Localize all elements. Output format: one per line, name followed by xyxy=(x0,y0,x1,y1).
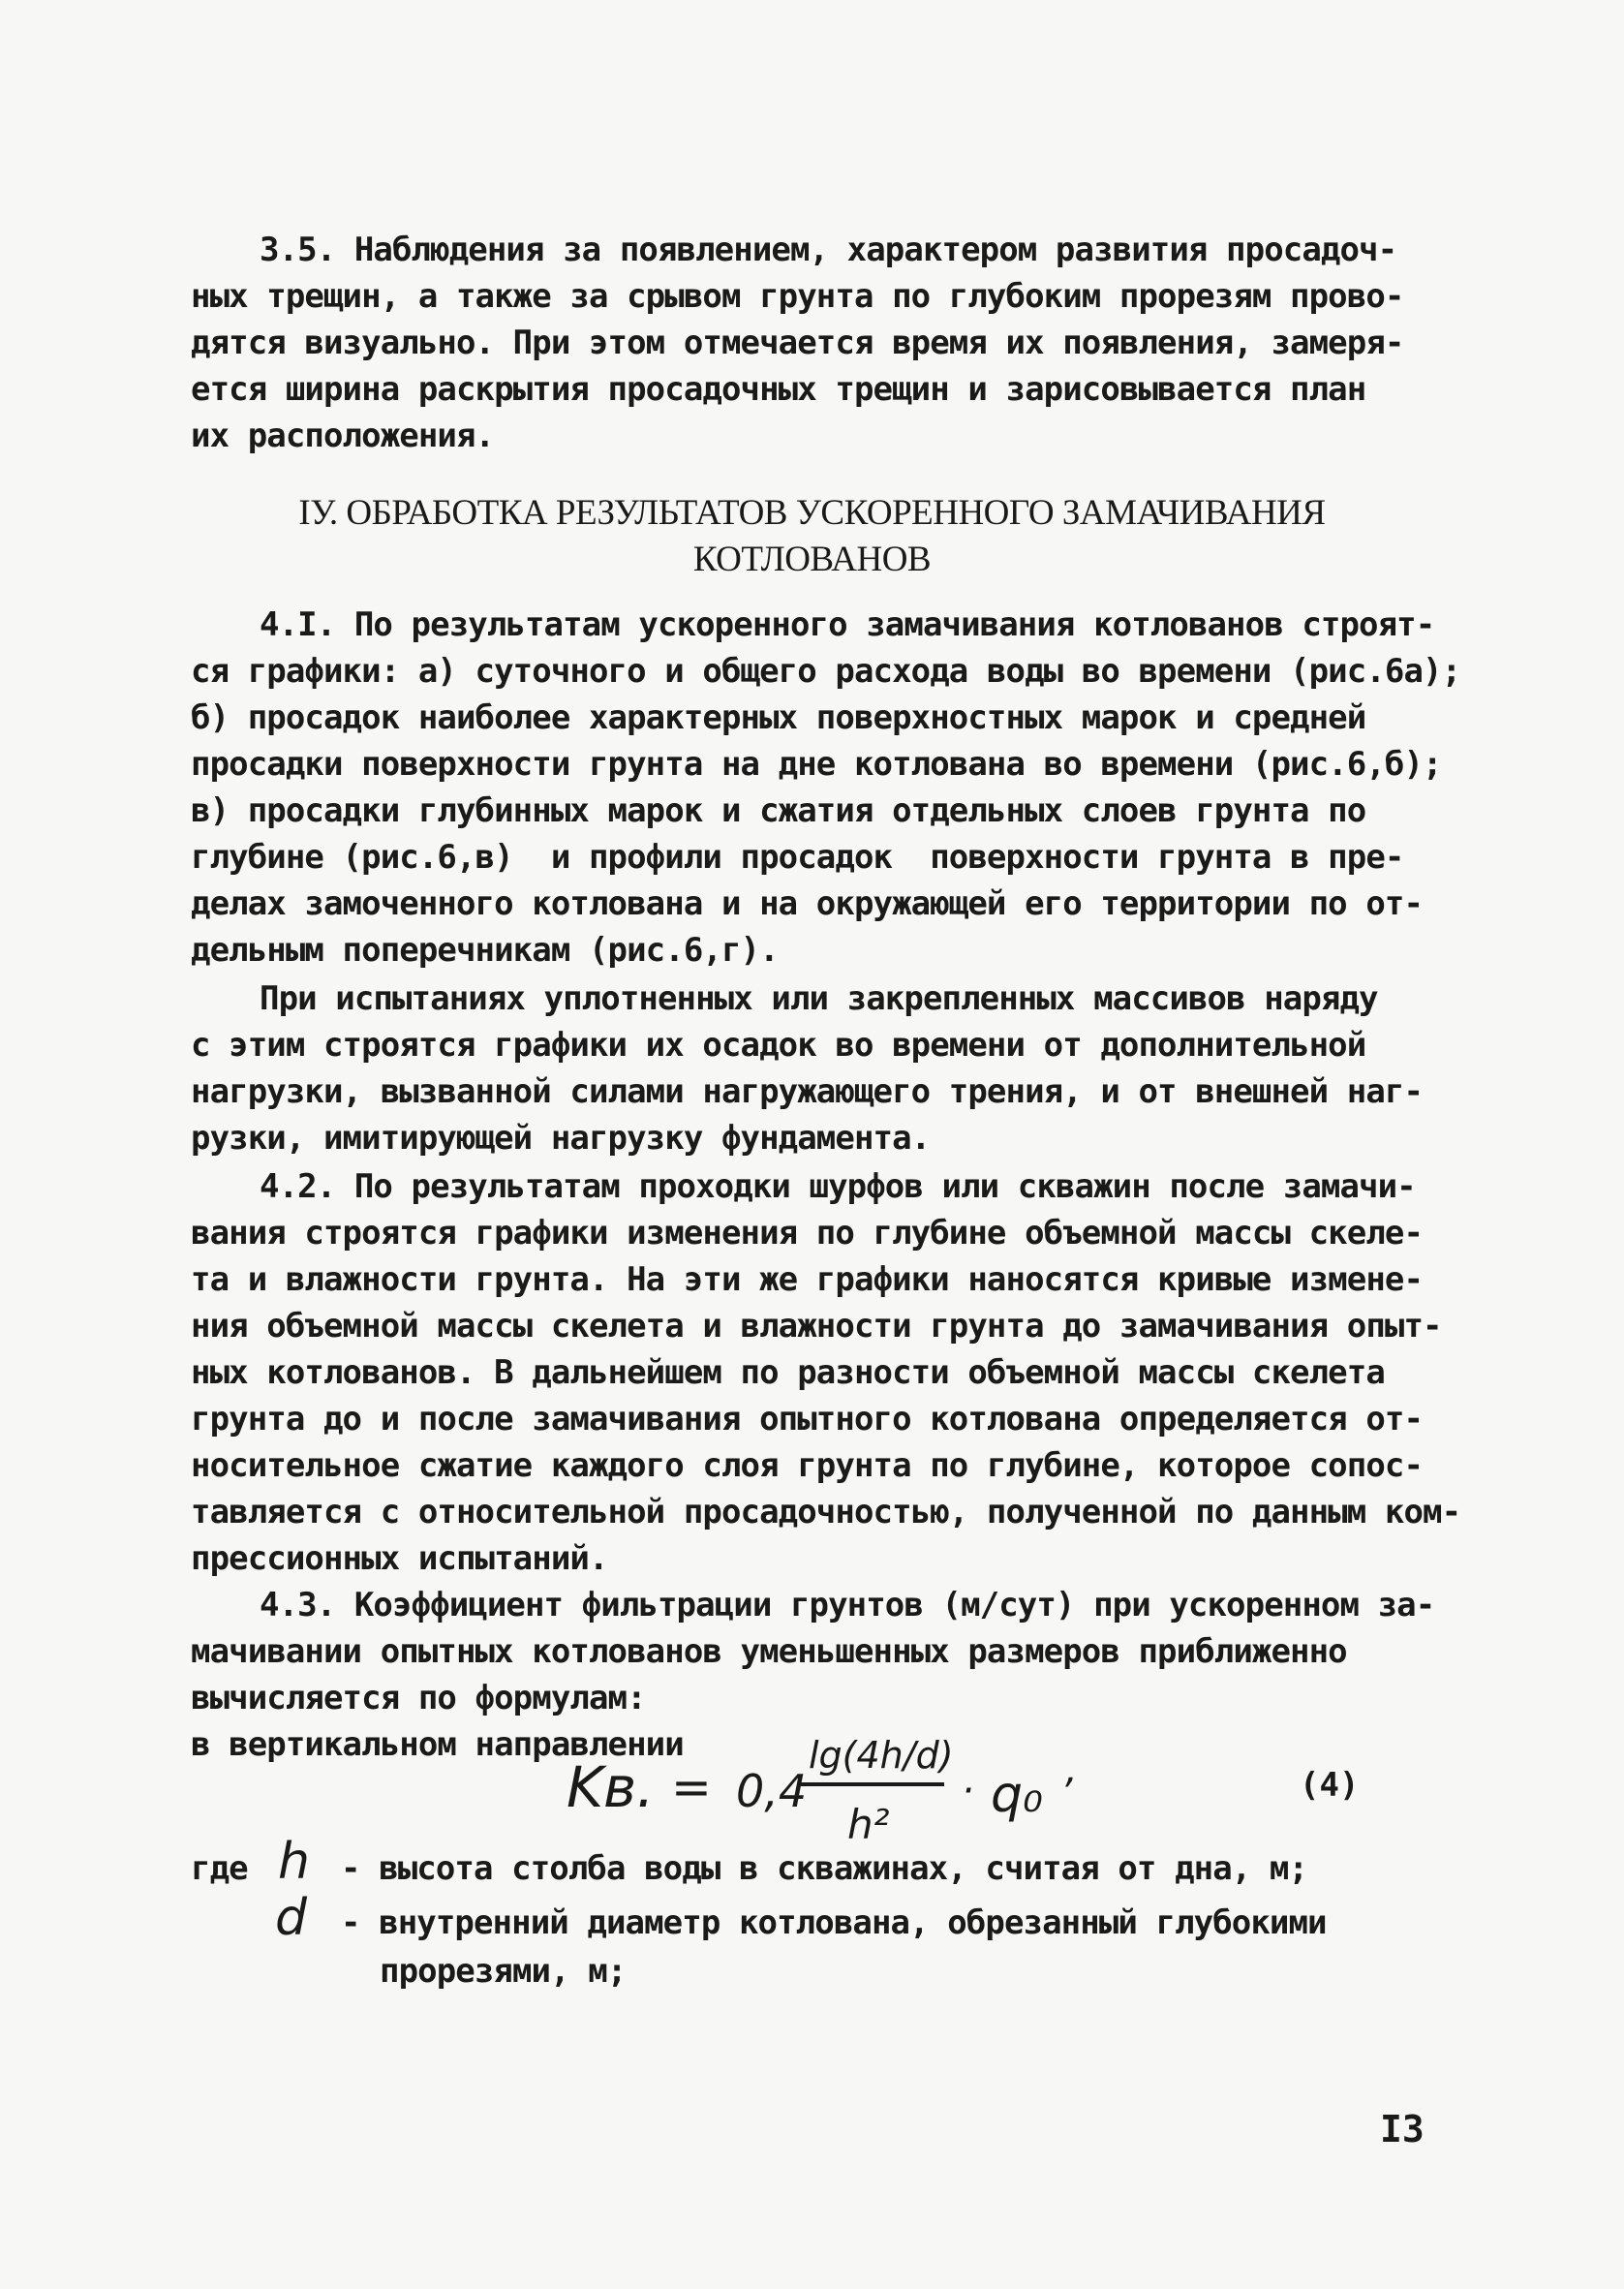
p41-line-7: делах замоченного котлована и на окружающей его территории по от- xyxy=(191,884,1424,923)
p41-line-2: ся графики: а) суточного и общего расхода воды во времени (рис.6а); xyxy=(191,652,1461,691)
formula-equals: = xyxy=(671,1759,712,1815)
equation-number: (4) xyxy=(1300,1766,1360,1805)
p42-line-5: ных котлованов. В дальнейшем по разности объемной массы скелета xyxy=(191,1353,1385,1392)
p41c-line-2: с этим строятся графики их осадок во времени от дополнительной xyxy=(191,1026,1366,1065)
p43-line-2: мачивании опытных котлованов уменьшенных размеров приближенно xyxy=(191,1632,1347,1671)
p42-line-7: носительное сжатие каждого слоя грунта по глубине, которое сопос- xyxy=(191,1446,1424,1485)
formula-q: q₀ xyxy=(991,1766,1043,1824)
p43-line-4: в вертикальном направлении xyxy=(191,1725,684,1764)
p35-line-4: ется ширина раскрытия просадочных трещин и зарисовывается план xyxy=(191,370,1366,409)
p35-line-2: ных трещин, а также за срывом грунта по глубоким прорезям прово- xyxy=(191,277,1404,316)
p43-line-3: вычисляется по формулам: xyxy=(191,1679,646,1717)
p41-line-5: в) просадки глубинных марок и сжатия отдельных слоев грунта по xyxy=(191,791,1366,830)
p42-line-1: 4.2. По результатам проходки шурфов или скважин после замачи- xyxy=(260,1167,1416,1206)
p35-line-1: 3.5. Наблюдения за появлением, характером развития просадоч- xyxy=(260,231,1397,269)
formula-numerator: lg(4h/d) xyxy=(809,1734,954,1777)
p41c-line-1: При испытаниях уплотненных или закрепленных массивов наряду xyxy=(260,979,1378,1018)
definitions-where: где xyxy=(191,1849,248,1888)
symbol-h: h xyxy=(278,1833,310,1891)
p35-line-3: дятся визуально. При этом отмечается время их появления, замеря- xyxy=(191,324,1404,362)
section-heading-line-2: КОТЛОВАНОВ xyxy=(692,540,932,579)
p41-line-4: просадки поверхности грунта на дне котлована во времени (рис.6,б); xyxy=(191,745,1442,784)
definition-d-cont: прорезями, м; xyxy=(380,1952,627,1991)
p41-line-3: б) просадок наиболее характерных поверхностных марок и средней xyxy=(191,698,1366,737)
section-heading-line-1: IУ. ОБРАБОТКА РЕЗУЛЬТАТОВ УСКОРЕННОГО ЗАМАЧИВАНИЯ xyxy=(298,493,1326,533)
p41c-line-4: рузки, имитирующей нагрузку фундамента. xyxy=(191,1119,931,1158)
p43-line-1: 4.3. Коэффициент фильтрации грунтов (м/сут) при ускоренном за- xyxy=(260,1586,1435,1624)
formula-coef: 0,4 xyxy=(736,1765,808,1817)
formula-comma: , xyxy=(1065,1748,1078,1792)
p41-line-6: глубине (рис.6,в) и профили просадок поверхности грунта в пре- xyxy=(191,838,1404,877)
formula-dot: · xyxy=(962,1769,974,1813)
definition-d: - внутренний диаметр котлована, обрезанный глубокими xyxy=(341,1903,1327,1942)
p42-line-8: тавляется с относительной просадочностью, полученной по данным ком- xyxy=(191,1493,1461,1531)
p42-line-4: ния объемной массы скелета и влажности грунта до замачивания опыт- xyxy=(191,1307,1442,1346)
definition-h: - высота столба воды в скважинах, считая от дна, м; xyxy=(341,1849,1308,1888)
p42-line-2: вания строятся графики изменения по глубине объемной массы скеле- xyxy=(191,1214,1424,1253)
p35-line-5: их расположения. xyxy=(191,417,495,455)
p41-line-1: 4.I. По результатам ускоренного замачивания котлованов строят- xyxy=(260,605,1435,644)
formula-denominator: h² xyxy=(847,1801,890,1848)
p41c-line-3: нагрузки, вызванной силами нагружающего трения, и от внешней наг- xyxy=(191,1072,1424,1111)
p42-line-9: прессионных испытаний. xyxy=(191,1539,608,1578)
formula-lhs: Kв. xyxy=(567,1754,655,1820)
symbol-d: d xyxy=(275,1889,308,1947)
filtration-formula xyxy=(557,1715,1099,1850)
p42-line-6: грунта до и после замачивания опытного котлована определяется от- xyxy=(191,1400,1424,1438)
p41-line-8: дельным поперечникам (рис.6,г). xyxy=(191,931,779,970)
p42-line-3: та и влажности грунта. На эти же графики наносятся кривые измене- xyxy=(191,1260,1424,1299)
page-number: I3 xyxy=(1380,2108,1425,2150)
